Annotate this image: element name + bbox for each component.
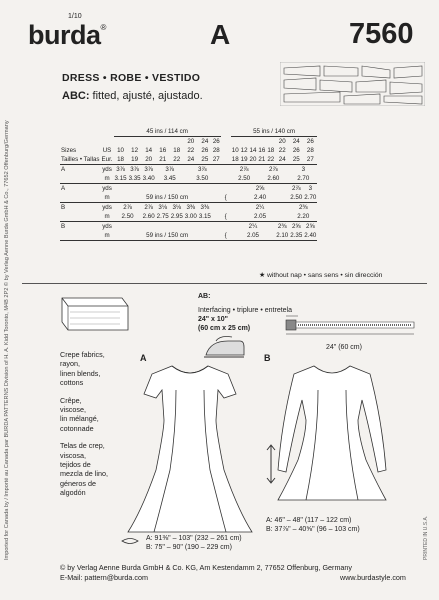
hem-width: A: 91⅜" – 103" (232 – 261 cm) B: 75" – 90" (190 – 229 cm) [146,535,242,551]
fabric-suggestions: Crepe fabrics, rayon, linen blends, cottons Crêpe, viscose, lin mélangé, cotonnade Telas de crep, viscosa, tejidos de mezcla de lino, géneros de algodón [60,350,108,498]
row-a2-yds: A yds 2⅝ 2⅞ 3 [61,185,313,192]
page-number: 1/10 [68,13,82,20]
dress-view-b-illustration [258,360,408,510]
fabric-width-row: 45 ins / 114 cm 55 ins / 140 cm [60,127,317,137]
pattern-pieces-diagram [280,62,425,106]
pattern-number: 7560 [349,18,414,50]
nap-note: ★ without nap • sans sens • sin dirección [259,272,383,279]
notions-views: AB: [198,293,211,300]
fabric-bolt-icon [60,292,130,336]
dress-view-a-illustration [120,360,260,540]
garment-subtitle: ABC: fitted, ajusté, ajustado. [62,90,203,102]
yardage-table [60,127,317,241]
zipper-length: 24" (60 cm) [326,344,362,351]
row-b1-m: m 2.50 2.60 2.75 2.95 3.00 3.15 { 2.05 2.20 [60,212,317,222]
row-b1-yds: B yds 2⅞ 2⅞ 3⅛ 3⅛ 3⅜ 3⅜ 2¼ 2⅜ [61,204,308,211]
hem-width-icon [120,536,140,546]
divider [22,283,427,284]
view-b-label: B [264,353,271,363]
interfacing-info: Interfacing • triplure • entretela 24" x 10" (60 cm x 25 cm) [198,307,293,332]
printed-label: PRINTED IN U.S.A. [423,515,429,560]
brand-logo: burda® [28,20,106,50]
zipper-icon [284,312,419,338]
view-letter: A [210,19,231,50]
row-a1-m: m 3.15 3.35 3.40 3.45 3.50 2.50 2.60 2.70 [60,174,317,184]
garment-title: DRESS • ROBE • VESTIDO [62,72,201,84]
iron-icon [202,335,246,363]
length-arrow-icon [266,444,276,484]
footer-address: © by Verlag Aenne Burda GmbH & Co. KG, Am Kestendamm 2, 77652 Offenburg, Germany E-Mail: pattern@burda.com [60,563,353,582]
row-b2-yds: B yds 2¼ 2⅜ 2⅝ 2⅝ [61,223,315,230]
us-sizes-top-row: 20 24 26 20 24 26 [187,138,314,145]
eur-sizes-row: Tailles • Tallas Eur. 18 19 20 21 22 24 25 27 18 19 20 21 22 24 25 27 [60,155,317,165]
row-a2-m: m 59 ins / 150 cm { 2.40 2.50 2.70 [60,193,317,203]
us-sizes-row: Sizes US 10 12 14 16 18 22 26 28 10 12 14 16 18 22 26 28 [61,147,314,154]
row-a1-yds: A yds 3⅞ 3⅞ 3⅞ 3⅞ 3⅞ 2⅞ 2⅞ 3 [61,166,306,173]
website[interactable]: www.burdastyle.com [340,573,406,582]
finished-length: A: 46" – 48" (117 – 122 cm) B: 37⅞" – 40⅝" (96 – 103 cm) [266,517,360,533]
row-b2-m: m 59 ins / 150 cm { 2.05 2.10 2.35 2.40 [60,231,317,241]
view-a-label: A [140,353,147,363]
side-copyright: Imported for Canada by / Importé au Canada par BURDA PATTERNS Division of H. A. Kidd Toronto, M4B 2P2 © by Verlag Aenne Burda GmbH & Co., 77652 Offenburg/Germany [4,120,10,560]
